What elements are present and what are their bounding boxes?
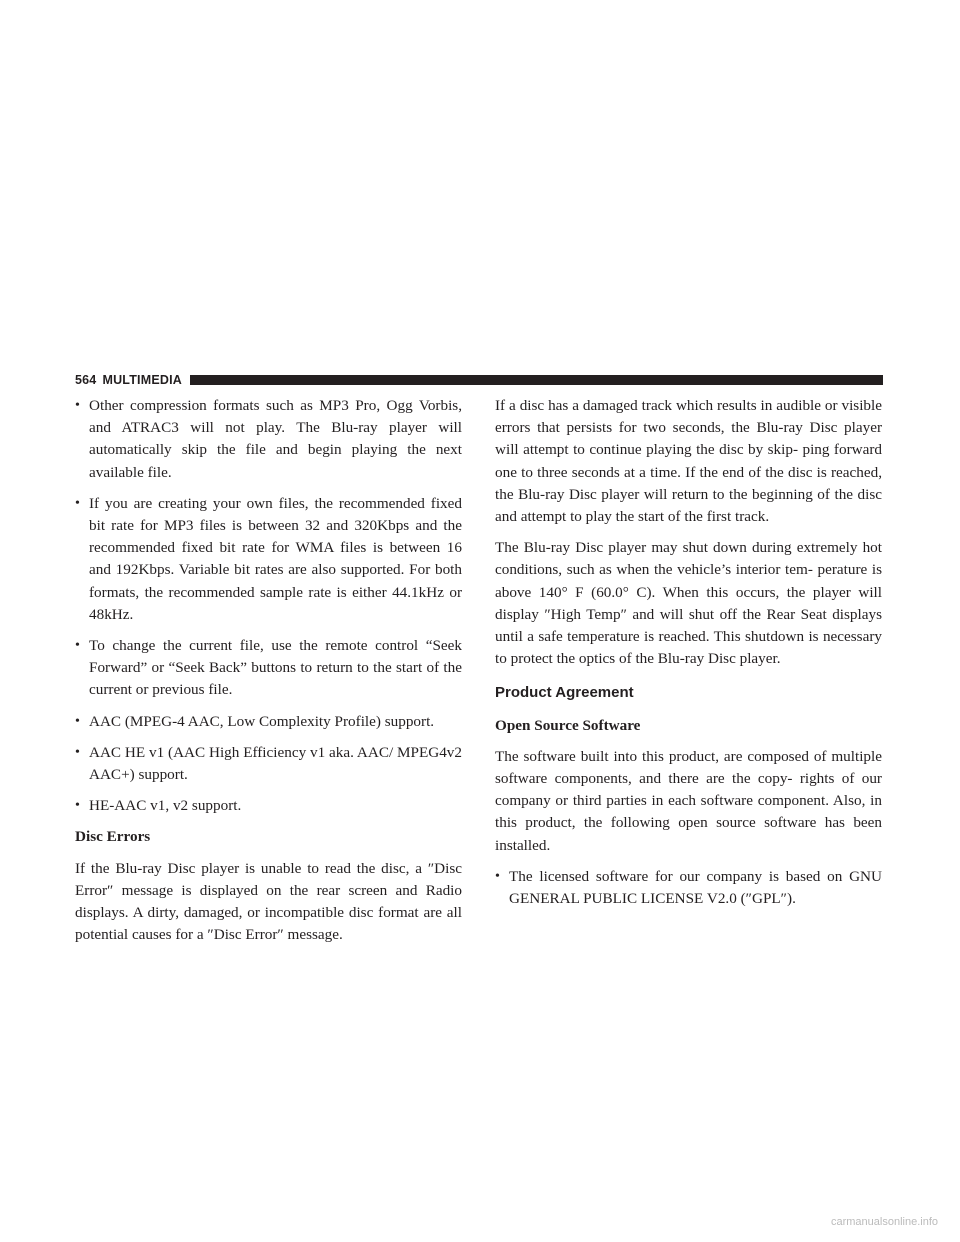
list-item xyxy=(75,711,462,733)
bullet-icon: • xyxy=(495,868,500,884)
page-header xyxy=(75,372,883,388)
open-source-heading: Open Source Software xyxy=(495,716,641,734)
open-source-paragraph: The software built into this product, are composed of multiple software components, and there are the copy- rights of our company or third parties in each software component. Also, in this product, the following open source software has been installed. xyxy=(495,747,882,854)
bullet-icon: • xyxy=(75,744,80,760)
page-number: 564 xyxy=(75,373,97,387)
list-item-text: To change the current file, use the remote control “Seek Forward” or “Seek Back” buttons to return to the start of the current or previous file. xyxy=(89,637,462,699)
section-title: MULTIMEDIA xyxy=(102,373,183,387)
watermark-link[interactable]: carmanualsonline.info xyxy=(830,1216,938,1228)
damaged-track-paragraph: If a disc has a damaged track which results in audible or visible errors that persists for two seconds, the Blu-ray Disc player will attempt to continue playing the disc by skip- ping forward one to three seconds at a time. If the end of the disc is reached, the Blu-ray Disc player will return to the beginning of the disc and attempt to play the start of the first track. xyxy=(495,397,882,526)
left-column xyxy=(75,395,462,955)
right-column xyxy=(495,395,882,919)
list-item xyxy=(495,866,882,910)
list-item-text: AAC (MPEG-4 AAC, Low Complexity Profile) support. xyxy=(89,712,435,730)
header-rule xyxy=(190,375,883,385)
list-item-text: The licensed software for our company is based on GNU GENERAL PUBLIC LICENSE V2.0 (″GPL″). xyxy=(509,867,882,908)
list-item xyxy=(75,795,462,817)
bullet-icon: • xyxy=(75,713,80,729)
disc-errors-heading: Disc Errors xyxy=(75,828,151,846)
list-item-text: If you are creating your own files, the recommended fixed bit rate for MP3 files is between 32 and 320Kbps and the recommended fixed bit rate for WMA files is between 16 and 192Kbps. Variable bit rates are also supported. For both formats, the recommended sample rate is either 44.1kHz or 48kHz. xyxy=(89,494,462,623)
list-item xyxy=(75,493,462,626)
list-item-text: AAC HE v1 (AAC High Efficiency v1 aka. AAC/ MPEG4v2 AAC+) support. xyxy=(89,743,462,784)
bullet-icon: • xyxy=(75,638,80,654)
high-temp-paragraph: The Blu-ray Disc player may shut down during extremely hot conditions, such as when the vehicle’s interior tem- perature is above 140° F (60.0° C). When this occurs, the player will display ″High Temp″ and will shut off the Rear Seat displays until a safe temperature is reached. This shutdown is necessary to protect the optics of the Blu-ray Disc player. xyxy=(495,539,882,668)
list-item xyxy=(75,742,462,786)
product-agreement-heading: Product Agreement xyxy=(495,684,634,702)
bullet-icon: • xyxy=(75,398,80,413)
list-item xyxy=(75,635,462,702)
bullet-icon: • xyxy=(75,798,80,814)
list-item-text: HE-AAC v1, v2 support. xyxy=(89,797,242,815)
bullet-icon: • xyxy=(75,495,80,511)
disc-errors-paragraph: If the Blu-ray Disc player is unable to read the disc, a ″Disc Error″ message is displayed on the rear screen and Radio displays. A dirty, damaged, or incompatible disc format are all potential causes for a ″Disc Error″ message. xyxy=(75,859,462,944)
list-item-text: Other compression formats such as MP3 Pro, Ogg Vorbis, and ATRAC3 will not play. The Blu-ray player will automatically skip the file and begin playing the next available file. xyxy=(89,397,462,481)
list-item xyxy=(75,395,462,484)
